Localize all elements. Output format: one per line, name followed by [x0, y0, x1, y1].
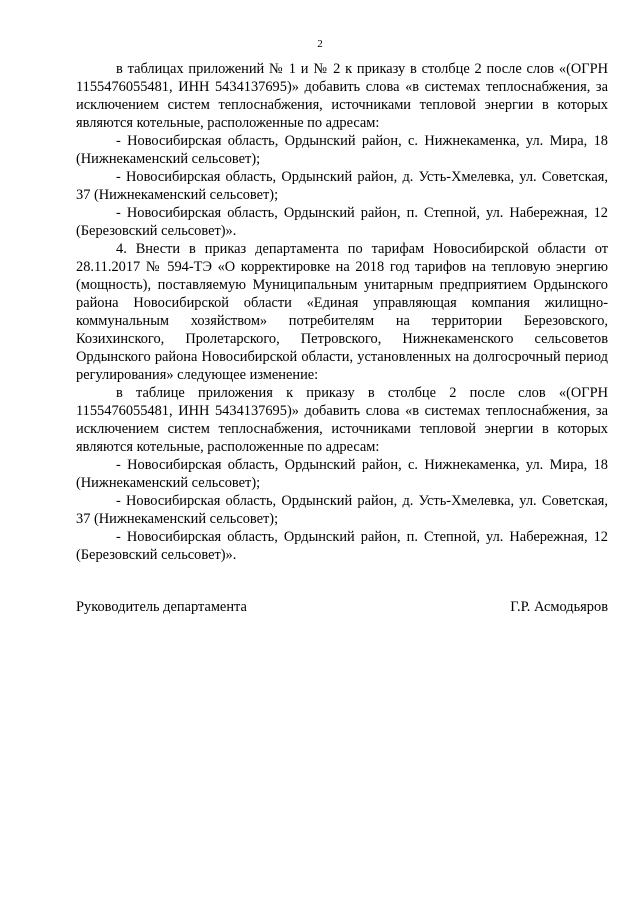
address-item-ust-khmelevka-2: - Новосибирская область, Ордынский район, д. Усть-Хмелевка, ул. Советская, 37 (Нижнекаменский сельсовет);: [76, 493, 608, 527]
page-number: 2: [317, 38, 323, 50]
paragraph-table-amendment-1: в таблицах приложений № 1 и № 2 к приказу в столбце 2 после слов «(ОГРН 1155476055481, ИНН 5434137695)» добавить слова «в системах теплоснабжения, за исключением систем теплоснабжения, источниками тепловой энергии в которых являются котельные, расположенные по адресам:: [76, 61, 608, 131]
signatory-name: Г.Р. Асмодьяров: [510, 599, 608, 615]
signature-block: [76, 598, 608, 616]
signatory-title: Руководитель департамента: [76, 599, 247, 615]
document-body: [76, 60, 608, 564]
address-item-ust-khmelevka-1: - Новосибирская область, Ордынский район, д. Усть-Хмелевка, ул. Советская, 37 (Нижнекаменский сельсовет);: [76, 169, 608, 203]
address-item-nizhnekamenka-1: - Новосибирская область, Ордынский район, с. Нижнекаменка, ул. Мира, 18 (Нижнекаменский сельсовет);: [76, 133, 608, 167]
address-item-nizhnekamenka-2: - Новосибирская область, Ордынский район, с. Нижнекаменка, ул. Мира, 18 (Нижнекаменский сельсовет);: [76, 457, 608, 491]
address-item-stepnoy-1: - Новосибирская область, Ордынский район, п. Степной, ул. Набережная, 12 (Березовский сельсовет)».: [76, 205, 608, 239]
address-item-stepnoy-2: - Новосибирская область, Ордынский район, п. Степной, ул. Набережная, 12 (Березовский сельсовет)».: [76, 529, 608, 563]
paragraph-table-amendment-2: в таблице приложения к приказу в столбце 2 после слов «(ОГРН 1155476055481, ИНН 5434137695)» добавить слова «в системах теплоснабжения, за исключением систем теплоснабжения, источниками тепловой энергии в которых являются котельные, расположенные по адресам:: [76, 385, 608, 455]
paragraph-item-4: 4. Внести в приказ департамента по тарифам Новосибирской области от 28.11.2017 № 594-ТЭ «О корректировке на 2018 год тарифов на тепловую энергию (мощность), поставляемую Муниципальным унитарным предприятием Ордынского района Новосибирской области «Единая управляющая компания жилищно-коммунальным хозяйством» потребителям на территории Березовского, Козихинского, Пролетарского, Петровского, Нижнекаменского сельсоветов Ордынского района Новосибирской области, установленных на долгосрочный период регулирования» следующее изменение:: [76, 241, 608, 383]
